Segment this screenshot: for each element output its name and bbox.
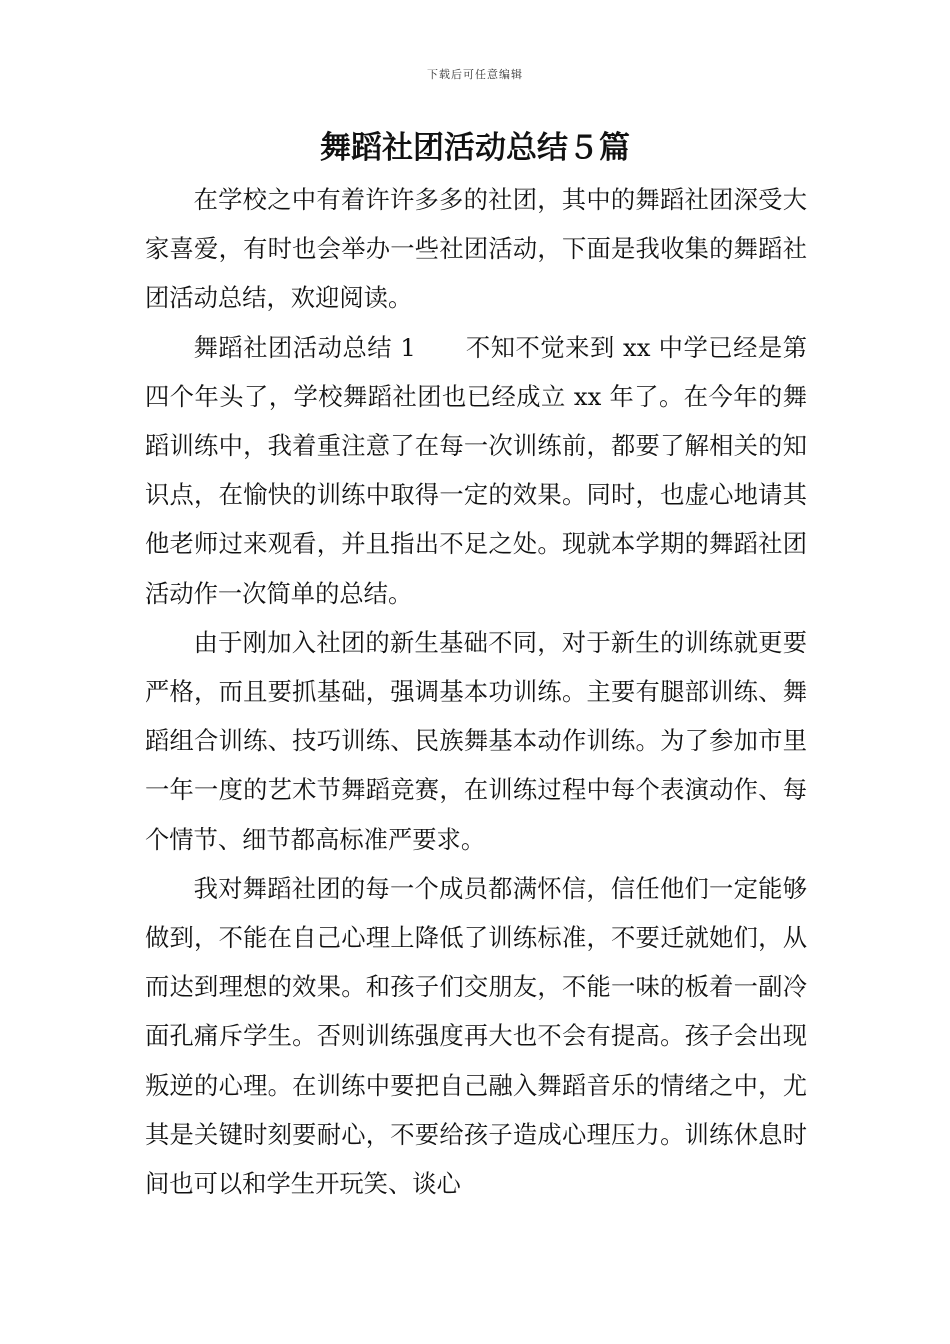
header-note: 下载后可任意编辑: [427, 68, 523, 81]
document-body: [145, 175, 807, 1208]
paragraph-training: 由于刚加入社团的新生基础不同，对于新生的训练就更要严格，而且要抓基础，强调基本功训练。主要有腿部训练、舞蹈组合训练、技巧训练、民族舞基本动作训练。为了参加市里一年一度的艺术节舞蹈竞赛，在训练过程中每个表演动作、每个情节、细节都高标准严要求。: [145, 627, 807, 854]
document-title: 舞蹈社团活动总结５篇: [320, 130, 630, 166]
paragraph-trust: 我对舞蹈社团的每一个成员都满怀信，信任他们一定能够做到，不能在自己心理上降低了训练标准，不要迁就她们，从而达到理想的效果。和孩子们交朋友，不能一味的板着一副冷面孔痛斥学生。否则训练强度再大也不会有提高。孩子会出现叛逆的心理。在训练中要把自己融入舞蹈音乐的情绪之中，尤其是关键时刻要耐心，不要给孩子造成心理压力。训练休息时间也可以和学生开玩笑、谈心: [145, 873, 807, 1199]
paragraph-summary-1: 舞蹈社团活动总结 1 不知不觉来到 xx 中学已经是第四个年头了，学校舞蹈社团也已经成立 xx 年了。在今年的舞蹈训练中，我着重注意了在每一次训练前，都要了解相关的知识点，在愉快的训练中取得一定的效果。同时，也虚心地请其他老师过来观看，并且指出不足之处。现就本学期的舞蹈社团活动作一次简单的总结。: [145, 332, 807, 608]
paragraph-intro: 在学校之中有着许许多多的社团，其中的舞蹈社团深受大家喜爱，有时也会举办一些社团活动，下面是我收集的舞蹈社团活动总结，欢迎阅读。: [145, 185, 807, 313]
